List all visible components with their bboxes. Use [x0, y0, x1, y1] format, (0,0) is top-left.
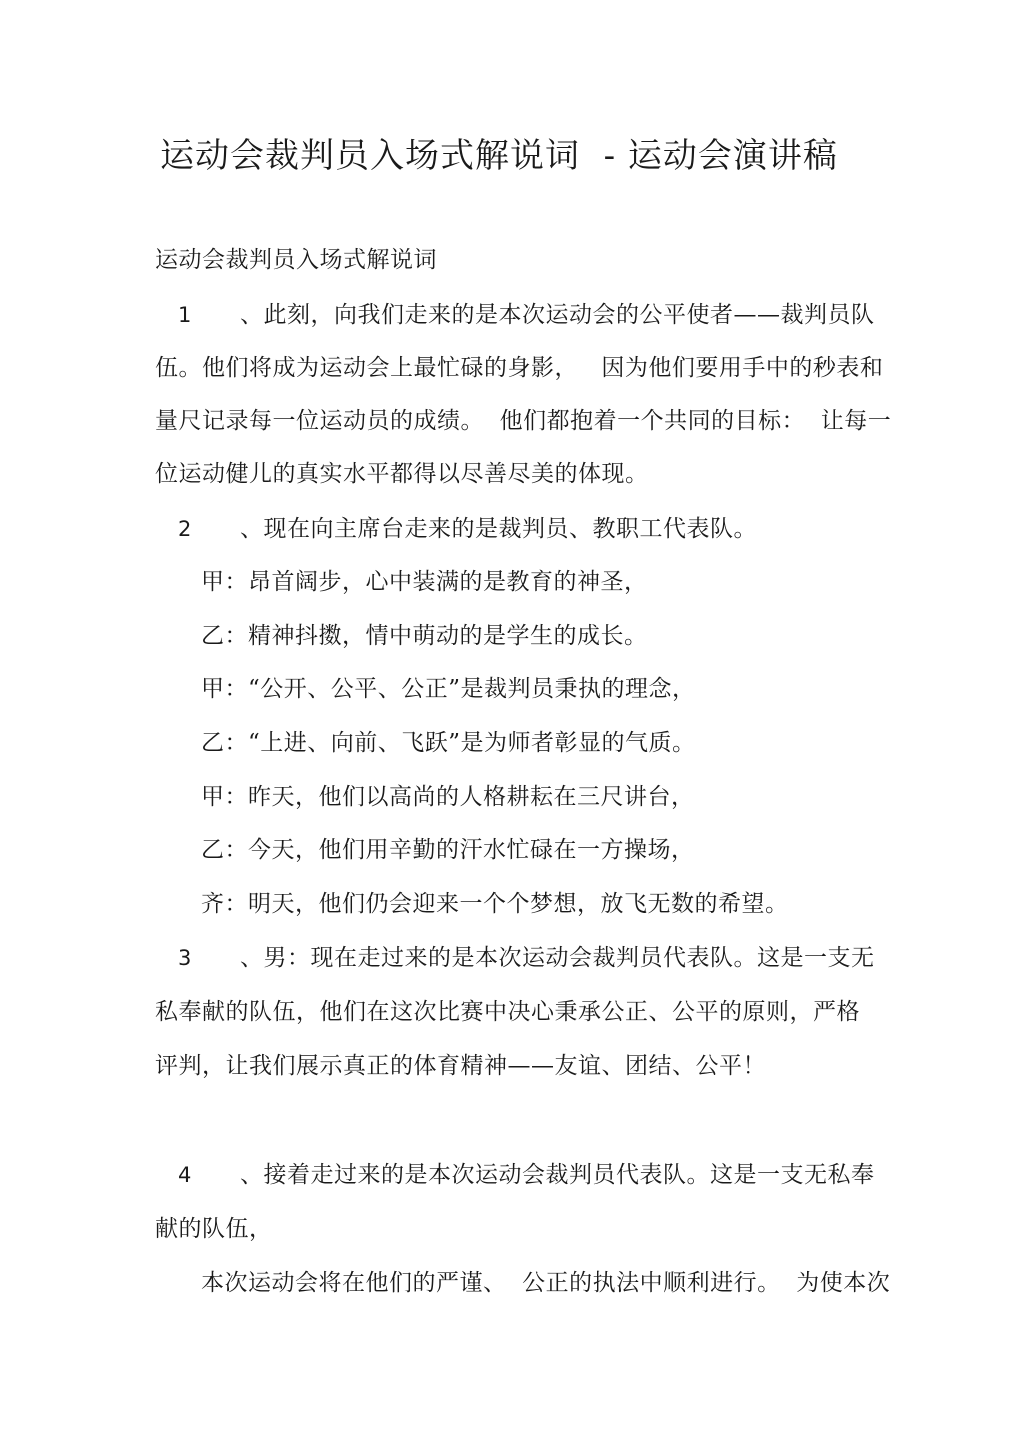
paragraph-4-line-2: 献的队伍， [155, 1216, 273, 1242]
paragraph-1-line-3: 量尺记录每一位运动员的成绩。 他们都抱着一个共同的目标： 让每一 [155, 408, 892, 434]
dialog-line-6: 乙：今天，他们用辛勤的汗水忙碌在一方操场， [201, 837, 695, 863]
paragraph-text: 、此刻，向我们走来的是本次运动会的公平使者——裁判员队 [240, 302, 875, 328]
paragraph-1-line-1 [178, 300, 875, 330]
dialog-line-4: 乙：“上进、向前、飞跃”是为师者彰显的气质。 [201, 730, 696, 756]
dialog-line-1: 甲：昂首阔步，心中装满的是教育的神圣， [201, 569, 648, 595]
page-title [160, 136, 838, 176]
paragraph-3-line-1 [178, 943, 875, 973]
subtitle: 运动会裁判员入场式解说词 [155, 247, 437, 273]
paragraph-1-line-2: 伍。他们将成为运动会上最忙碌的身影， 因为他们要用手中的秒表和 [155, 355, 884, 381]
paragraph-number: 3 [178, 946, 192, 970]
paragraph-number: 1 [178, 303, 192, 327]
paragraph-text: 、现在向主席台走来的是裁判员、教职工代表队。 [240, 516, 757, 542]
dialog-line-3: 甲：“公开、公平、公正”是裁判员秉执的理念， [201, 676, 696, 702]
paragraph-1-line-4: 位运动健儿的真实水平都得以尽善尽美的体现。 [155, 461, 649, 487]
paragraph-3-line-3: 评判，让我们展示真正的体育精神——友谊、团结、公平！ [155, 1053, 766, 1079]
dialog-line-5: 甲：昨天，他们以高尚的人格耕耘在三尺讲台， [201, 784, 695, 810]
paragraph-text: 、接着走过来的是本次运动会裁判员代表队。这是一支无私奉 [240, 1162, 875, 1188]
paragraph-number: 4 [178, 1163, 192, 1187]
paragraph-2-line-1 [178, 514, 757, 544]
title-tail: 运动会演讲稿 [627, 136, 838, 176]
dialog-line-2: 乙：精神抖擞，情中萌动的是学生的成长。 [201, 623, 648, 649]
title-main: 运动会裁判员入场式解说词 [160, 136, 580, 176]
paragraph-4-line-3: 本次运动会将在他们的严谨、 公正的执法中顺利进行。 为使本次 [201, 1270, 891, 1296]
title-separator: - [580, 136, 628, 176]
paragraph-text: 、男：现在走过来的是本次运动会裁判员代表队。这是一支无 [240, 945, 875, 971]
paragraph-3-line-2: 私奉献的队伍，他们在这次比赛中决心秉承公正、公平的原则，严格 [155, 999, 860, 1025]
paragraph-4-line-1 [178, 1160, 875, 1190]
paragraph-number: 2 [178, 517, 192, 541]
dialog-line-7: 齐：明天，他们仍会迎来一个个梦想，放飞无数的希望。 [201, 891, 789, 917]
